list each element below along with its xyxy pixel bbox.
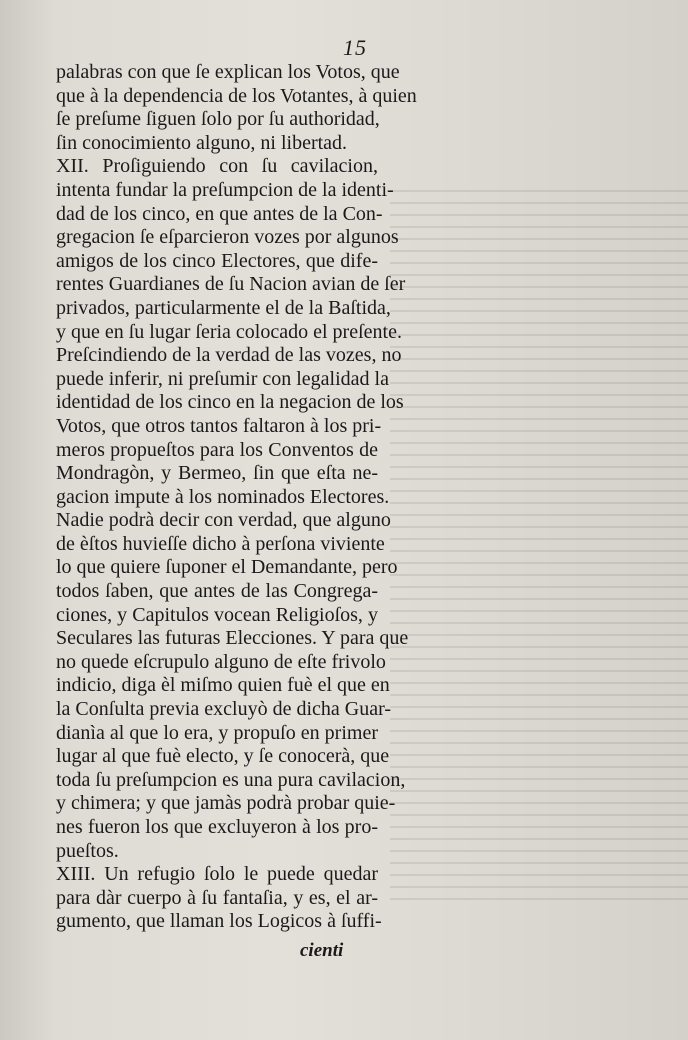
- text-line: y que en ſu lugar ſeria colocado el preſente.: [56, 320, 402, 343]
- text-line: amigos de los cinco Electores, que dife-: [56, 249, 378, 272]
- text-line: gregacion ſe eſparcieron vozes por algunos: [56, 226, 399, 249]
- text-line: nes fueron los que excluyeron à los pro-: [56, 816, 378, 838]
- text-line: palabras con que ſe explican los Votos, que: [56, 61, 400, 83]
- text-line: lugar al que fuè electo, y ſe conocerà, que: [56, 745, 390, 768]
- text-line: no quede eſcrupulo alguno de eſte frivolo: [56, 650, 386, 673]
- text-line: identidad de los cinco en la negacion de los: [56, 391, 404, 414]
- text-line: dad de los cinco, en que antes de la Con-: [56, 202, 383, 225]
- text-line: XIII. Un refugio ſolo le puede quedar: [56, 863, 378, 886]
- catchword: cienti: [300, 940, 344, 961]
- text-line: Nadie podrà decir con verdad, que alguno: [56, 509, 391, 532]
- text-line: que à la dependencia de los Votantes, à quien: [56, 84, 417, 107]
- text-line: indicio, diga èl miſmo quien fuè el que en: [56, 674, 390, 697]
- text-line: y chimera; y que jamàs podrà probar quie-: [56, 792, 396, 815]
- text-line: ſin conocimiento alguno, ni libertad.: [56, 131, 348, 154]
- page-number: 15: [343, 35, 367, 60]
- show-through-text: [390, 180, 688, 900]
- text-line: ſe preſume ſiguen ſolo por ſu authoridad,: [56, 108, 380, 131]
- text-line: XII. Proſiguiendo con ſu cavilacion,: [56, 155, 378, 178]
- text-line: Votos, que otros tantos faltaron à los pri-: [56, 414, 382, 437]
- text-line: Seculares las futuras Elecciones. Y para que: [56, 627, 409, 650]
- body-text: [56, 61, 417, 934]
- text-line: todos ſaben, que antes de las Congrega-: [56, 580, 378, 603]
- text-line: ciones, y Capitulos vocean Religioſos, y: [56, 603, 378, 626]
- text-line: gumento, que llaman los Logicos à ſuffi-: [56, 910, 382, 933]
- text-line: para dàr cuerpo à ſu fantaſia, y es, el ar-: [56, 886, 378, 909]
- text-line: gacion impute à los nominados Electores.: [56, 485, 390, 508]
- text-line: toda ſu preſumpcion es una pura cavilacion,: [56, 768, 406, 791]
- text-line: lo que quiere ſuponer el Demandante, pero: [56, 556, 398, 579]
- text-line: Mondragòn, y Bermeo, ſin que eſta ne-: [56, 462, 378, 485]
- text-line: meros propueſtos para los Conventos de: [56, 438, 378, 461]
- text-line: de èſtos huvieſſe dicho à perſona viviente: [56, 532, 385, 555]
- text-line: dianìa al que lo era, y propuſo en primer: [56, 721, 378, 744]
- text-line: intenta fundar la preſumpcion de la identi-: [56, 178, 394, 201]
- text-line: la Conſulta previa excluyò de dicha Guar-: [56, 698, 392, 721]
- text-line: puede inferir, ni preſumir con legalidad la: [56, 367, 389, 390]
- text-line: privados, particularmente el de la Baſtida,: [56, 296, 391, 319]
- text-line: rentes Guardianes de ſu Nacion avian de ſer: [56, 273, 406, 296]
- text-line: Preſcindiendo de la verdad de las vozes, no: [56, 344, 402, 367]
- text-line: pueſtos.: [56, 839, 119, 862]
